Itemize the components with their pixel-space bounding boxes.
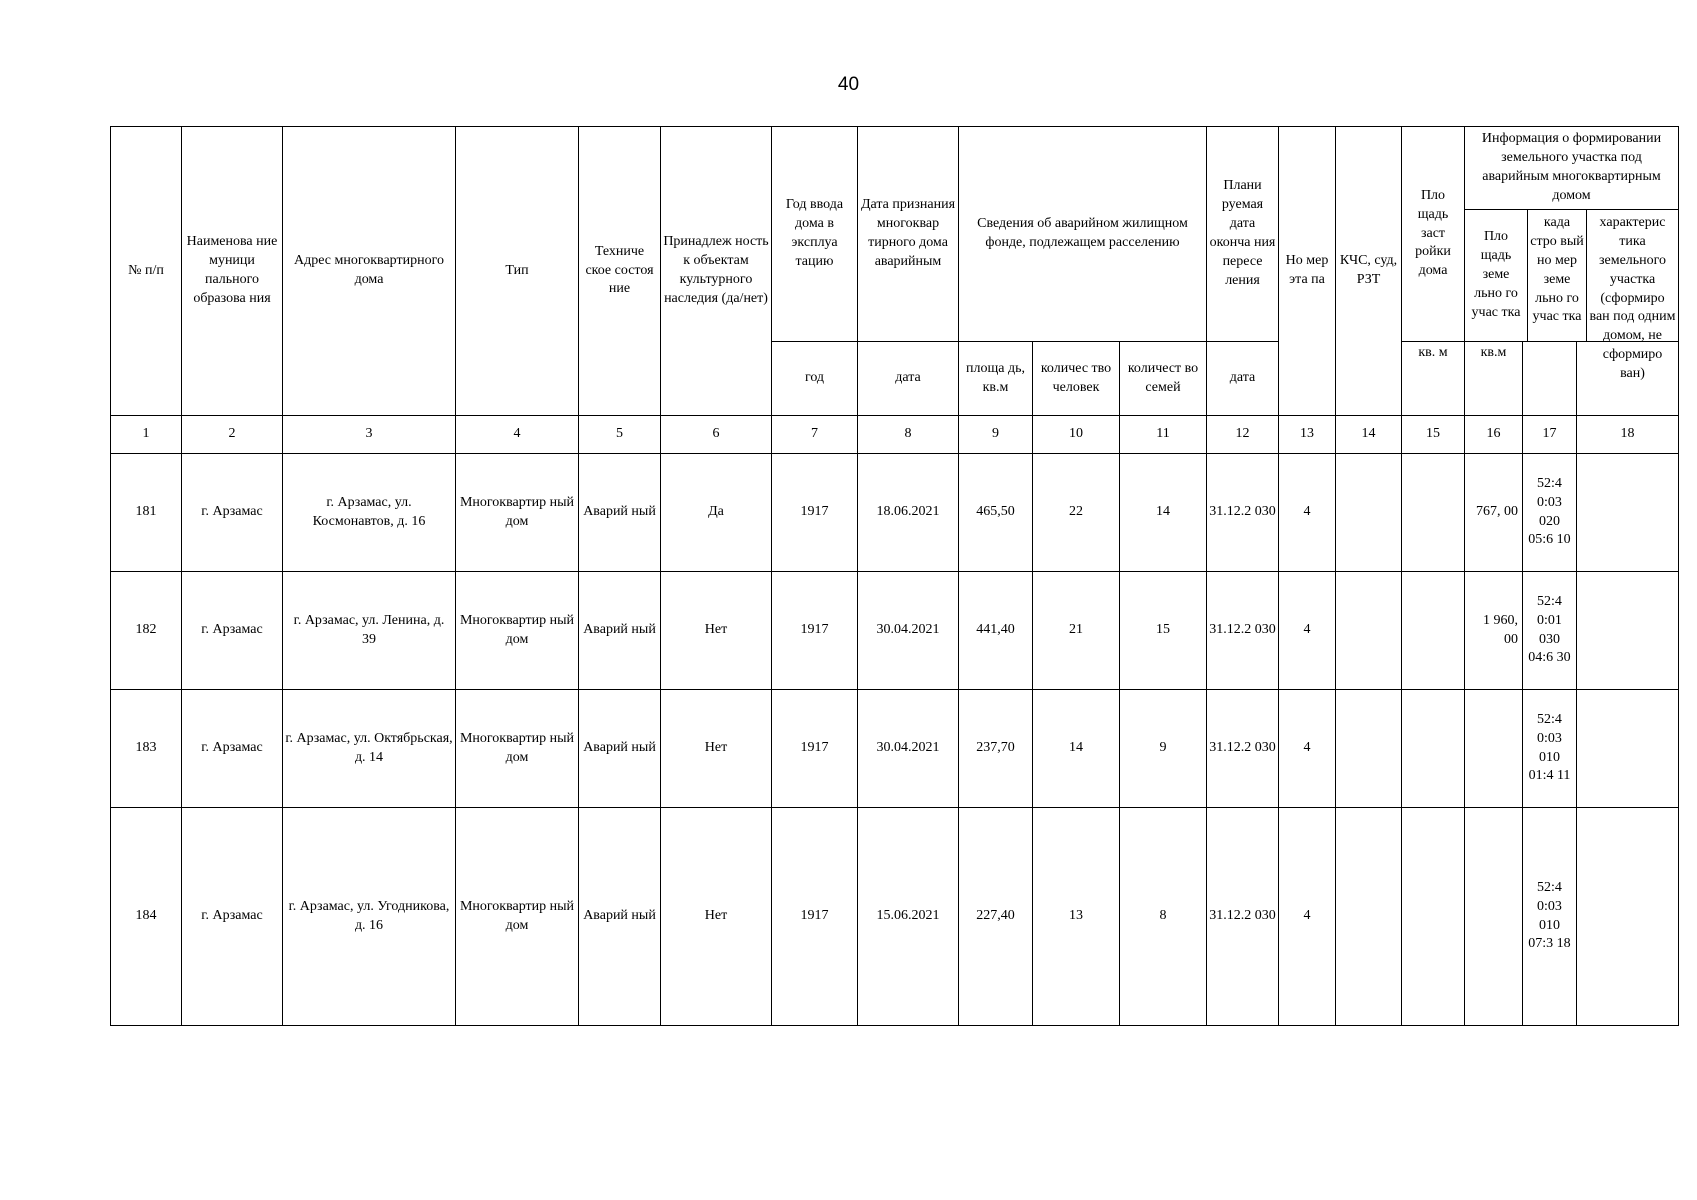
kchs-cell	[1336, 454, 1402, 572]
recognition-date-cell: 15.06.2021	[858, 808, 959, 1026]
families-cell: 8	[1120, 808, 1207, 1026]
condition-cell: Аварий ный	[579, 690, 661, 808]
heritage-cell: Да	[661, 454, 772, 572]
column-number: 1	[111, 416, 182, 454]
type-cell: Многоквартир ный дом	[456, 808, 579, 1026]
column-number: 2	[182, 416, 283, 454]
stage-cell: 4	[1279, 690, 1336, 808]
condition-cell: Аварий ный	[579, 454, 661, 572]
recognition-date-cell: 18.06.2021	[858, 454, 959, 572]
column-number: 11	[1120, 416, 1207, 454]
row-number: 182	[111, 572, 182, 690]
people-cell: 14	[1033, 690, 1120, 808]
people-cell: 21	[1033, 572, 1120, 690]
heritage-cell: Нет	[661, 808, 772, 1026]
recognition-date-cell: 30.04.2021	[858, 572, 959, 690]
year-cell: 1917	[772, 808, 858, 1026]
page-number: 40	[837, 74, 860, 95]
header-group-16-18-title: Информация о формировании земельного участка под аварийным многоквартирным домом	[1465, 127, 1678, 210]
header-col-11: количест во семей	[1120, 342, 1207, 416]
kchs-cell	[1336, 808, 1402, 1026]
cadastral-number-cell: 52:4 0:01 030 04:6 30	[1523, 572, 1577, 690]
land-area-cell: 1 960, 00	[1465, 572, 1523, 690]
address-cell: г. Арзамас, ул. Угодникова, д. 16	[283, 808, 456, 1026]
column-number: 5	[579, 416, 661, 454]
cadastral-number-cell: 52:4 0:03 010 01:4 11	[1523, 690, 1577, 808]
area-cell: 227,40	[959, 808, 1033, 1026]
row-number: 181	[111, 454, 182, 572]
header-col-6: Принадлеж ность к объектам культурного наследия (да/нет)	[661, 127, 772, 416]
header-col-12: Плани руемая дата оконча ния пересе ления	[1207, 127, 1279, 342]
families-cell: 9	[1120, 690, 1207, 808]
column-number-row	[111, 416, 1679, 454]
table-row	[111, 690, 1679, 808]
building-area-cell	[1402, 808, 1465, 1026]
column-number: 7	[772, 416, 858, 454]
row-number: 184	[111, 808, 182, 1026]
column-number: 17	[1523, 416, 1577, 454]
area-cell: 465,50	[959, 454, 1033, 572]
column-number: 9	[959, 416, 1033, 454]
families-cell: 14	[1120, 454, 1207, 572]
column-number: 12	[1207, 416, 1279, 454]
area-cell: 237,70	[959, 690, 1033, 808]
people-cell: 22	[1033, 454, 1120, 572]
table-row	[111, 454, 1679, 572]
condition-cell: Аварий ный	[579, 808, 661, 1026]
heritage-cell: Нет	[661, 572, 772, 690]
header-col-16: Пло щадь земе льно го учас тка	[1465, 210, 1528, 341]
header-col-18: характерис тика земельного участка (сформиро ван под одним домом, не сформиро ван)	[1589, 215, 1676, 382]
header-col-7-sub: год	[772, 342, 858, 416]
municipality-cell: г. Арзамас	[182, 690, 283, 808]
land-characteristic-cell	[1577, 572, 1679, 690]
address-cell: г. Арзамас, ул. Ленина, д. 39	[283, 572, 456, 690]
row-number: 183	[111, 690, 182, 808]
cadastral-number-cell: 52:4 0:03 020 05:6 10	[1523, 454, 1577, 572]
header-col-14: КЧС, суд, РЗТ	[1336, 127, 1402, 416]
header-col-10: количес тво человек	[1033, 342, 1120, 416]
kchs-cell	[1336, 572, 1402, 690]
year-cell: 1917	[772, 690, 858, 808]
municipality-cell: г. Арзамас	[182, 808, 283, 1026]
column-number: 13	[1279, 416, 1336, 454]
type-cell: Многоквартир ный дом	[456, 690, 579, 808]
building-area-cell	[1402, 454, 1465, 572]
stage-cell: 4	[1279, 808, 1336, 1026]
header-col-8: Дата признания многоквар тирного дома аварийным	[858, 127, 959, 342]
kchs-cell	[1336, 690, 1402, 808]
year-cell: 1917	[772, 454, 858, 572]
land-area-cell: 767, 00	[1465, 454, 1523, 572]
year-cell: 1917	[772, 572, 858, 690]
header-col-12-sub: дата	[1207, 342, 1279, 416]
column-number: 14	[1336, 416, 1402, 454]
land-area-cell	[1465, 808, 1523, 1026]
stage-cell: 4	[1279, 454, 1336, 572]
header-col-15-sub: кв. м	[1402, 342, 1465, 416]
address-cell: г. Арзамас, ул. Октябрьская, д. 14	[283, 690, 456, 808]
planned-date-cell: 31.12.2 030	[1207, 808, 1279, 1026]
column-number: 6	[661, 416, 772, 454]
address-cell: г. Арзамас, ул. Космонавтов, д. 16	[283, 454, 456, 572]
building-area-cell	[1402, 572, 1465, 690]
column-number: 15	[1402, 416, 1465, 454]
column-number: 18	[1577, 416, 1679, 454]
header-col-5: Техниче ское состоя ние	[579, 127, 661, 416]
type-cell: Многоквартир ный дом	[456, 572, 579, 690]
table-row	[111, 808, 1679, 1026]
header-col-16-sub: кв.м	[1465, 342, 1523, 416]
land-area-cell	[1465, 690, 1523, 808]
header-col-17-cont	[1523, 342, 1577, 416]
municipality-cell: г. Арзамас	[182, 572, 283, 690]
header-col-7: Год ввода дома в эксплуа тацию	[772, 127, 858, 342]
header-col-13: Но мер эта па	[1279, 127, 1336, 416]
header-col-8-sub: дата	[858, 342, 959, 416]
land-characteristic-cell	[1577, 690, 1679, 808]
emergency-housing-table	[110, 126, 1679, 1026]
header-col-17: када стро вый но мер земе льно го учас тка	[1528, 210, 1587, 341]
people-cell: 13	[1033, 808, 1120, 1026]
land-characteristic-cell	[1577, 454, 1679, 572]
area-cell: 441,40	[959, 572, 1033, 690]
header-col-4: Тип	[456, 127, 579, 416]
families-cell: 15	[1120, 572, 1207, 690]
header-col-3: Адрес многоквартирного дома	[283, 127, 456, 416]
header-row-1	[111, 127, 1679, 342]
column-number: 8	[858, 416, 959, 454]
header-col-15: Пло щадь заст ройки дома	[1402, 127, 1465, 342]
column-number: 10	[1033, 416, 1120, 454]
cadastral-number-cell: 52:4 0:03 010 07:3 18	[1523, 808, 1577, 1026]
type-cell: Многоквартир ный дом	[456, 454, 579, 572]
column-number: 3	[283, 416, 456, 454]
planned-date-cell: 31.12.2 030	[1207, 572, 1279, 690]
column-number: 4	[456, 416, 579, 454]
building-area-cell	[1402, 690, 1465, 808]
header-col-1: № п/п	[111, 127, 182, 416]
planned-date-cell: 31.12.2 030	[1207, 690, 1279, 808]
municipality-cell: г. Арзамас	[182, 454, 283, 572]
header-col-9: площа дь, кв.м	[959, 342, 1033, 416]
column-number: 16	[1465, 416, 1523, 454]
condition-cell: Аварий ный	[579, 572, 661, 690]
stage-cell: 4	[1279, 572, 1336, 690]
header-group-9-11: Сведения об аварийном жилищном фонде, подлежащем расселению	[959, 127, 1207, 342]
table-row	[111, 572, 1679, 690]
heritage-cell: Нет	[661, 690, 772, 808]
land-characteristic-cell	[1577, 808, 1679, 1026]
recognition-date-cell: 30.04.2021	[858, 690, 959, 808]
planned-date-cell: 31.12.2 030	[1207, 454, 1279, 572]
header-col-2: Наименова ние муници пального образова ния	[182, 127, 283, 416]
